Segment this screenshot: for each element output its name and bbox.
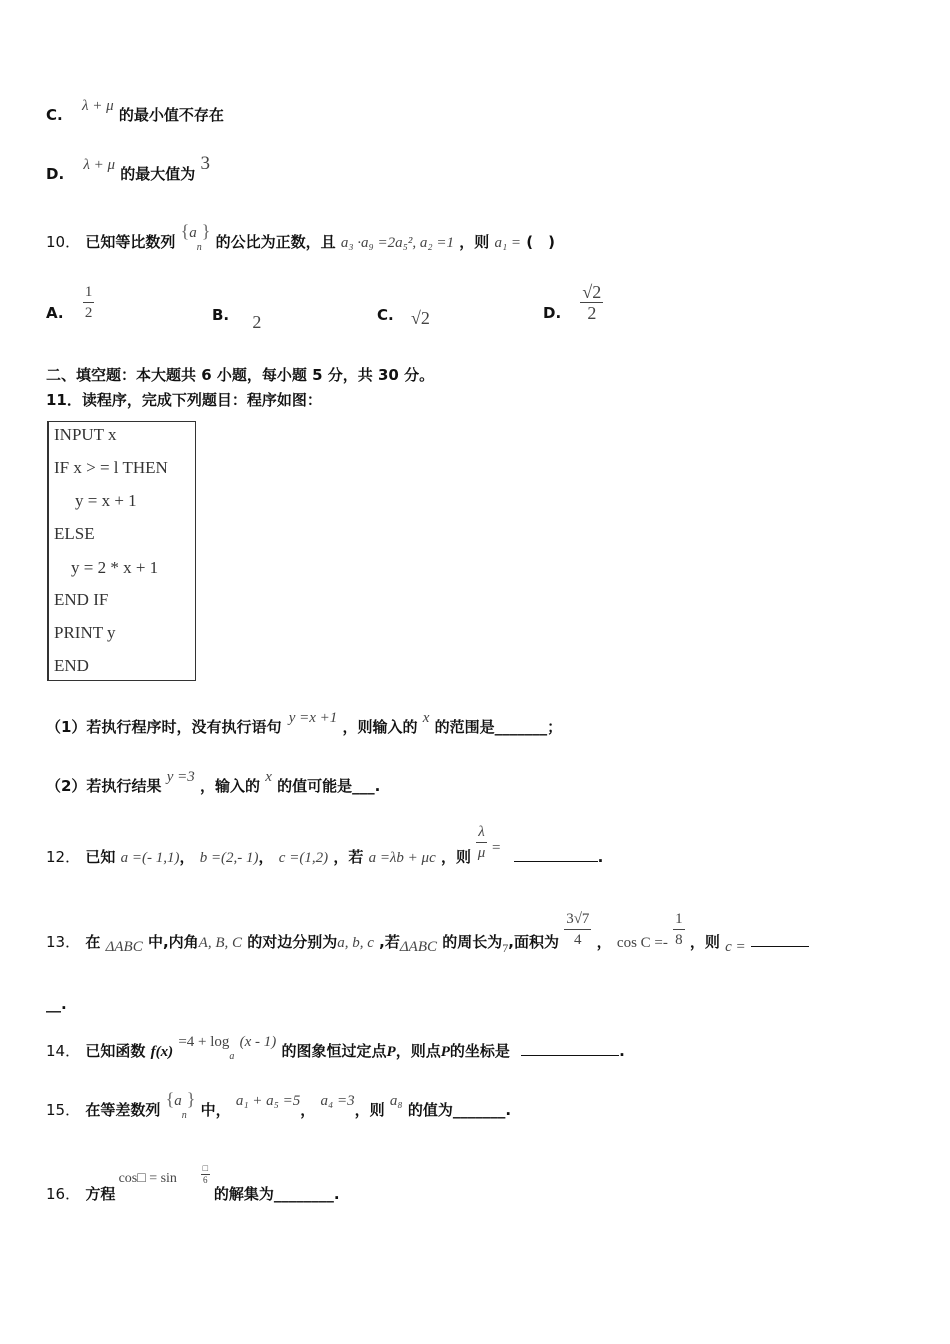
program-code-box xyxy=(47,421,196,681)
question-14: 14． 已知函数 $f(x) =4 + \log_a (x - 1)$ 的图象恒过定点P，则点P的坐标是 . xyxy=(46,1034,625,1062)
code-line: PRINT y xyxy=(54,623,116,642)
q9-option-c: C. λ + μ 的最小值不存在 xyxy=(46,98,224,124)
code-line: y = x + 1 xyxy=(75,491,137,510)
q11-part-2: （2）若执行结果 y =3 ，输入的 x 的值可能是___. xyxy=(46,769,381,795)
q10-option-d: D. $\frac{√2}{2}$ xyxy=(543,282,602,323)
code-line: ELSE xyxy=(54,524,95,543)
q14-answer-blank xyxy=(521,1055,619,1056)
question-16: 16． 方程 cos□ = sin □ 6 的解集为________. xyxy=(46,1163,340,1203)
section-2-title: 二、填空题：本大题共 6 小题，每小题 5 分，共 30 分。 xyxy=(46,366,435,384)
question-10: 10． 已知等比数列 $\{a_n\}$ 的公比为正数，且 a₃ ·a₉ =2a₅², a₂ =1 ，则 a₁ = ( ) xyxy=(46,221,555,253)
q10-option-b: B. 2 xyxy=(212,306,262,332)
code-line: END IF xyxy=(54,590,109,609)
code-line: END xyxy=(54,656,89,675)
code-line: y = 2 * x + 1 xyxy=(71,558,159,577)
question-15: 15． 在等差数列 $\{a_n\}$ 中， a₁ + a₅ =5， a₄ =3，则 a₈ 的值为_______. xyxy=(46,1089,512,1121)
q13-answer-blank xyxy=(751,946,809,947)
q11-part-1: （1）若执行程序时，没有执行语句 y =x +1 ，则输入的 x 的范围是_______； xyxy=(46,710,563,736)
q10-option-c: C. √2 xyxy=(377,306,430,328)
code-line: IF x > = l THEN xyxy=(54,458,168,477)
question-13: 13． 在 ΔABC 中,内角A, B, C 的对边分别为a, b, c ,若ΔABC 的周长为$_7$,面积为 $\frac{3√7}{4}$ ， cos C =- $\frac{1}{8}$ ，则 c = xyxy=(46,931,809,952)
question-13-tail: __. xyxy=(46,995,67,1013)
code-line: INPUT x xyxy=(54,425,117,444)
q12-answer-blank xyxy=(514,861,598,862)
question-12: 12． 已知 a =(- 1,1)， b =(2,- 1)， c =(1,2) ，若 a =λb + μc ，则 $\frac{\lambda}{\mu}$ = . xyxy=(46,824,604,866)
q9-option-d: D. λ + μ 的最大值为 3 xyxy=(46,153,211,183)
q10-option-a: A. $\frac{1}{2}$ xyxy=(46,284,93,322)
question-11-title: 11．读程序，完成下列题目：程序如图： xyxy=(46,391,322,409)
